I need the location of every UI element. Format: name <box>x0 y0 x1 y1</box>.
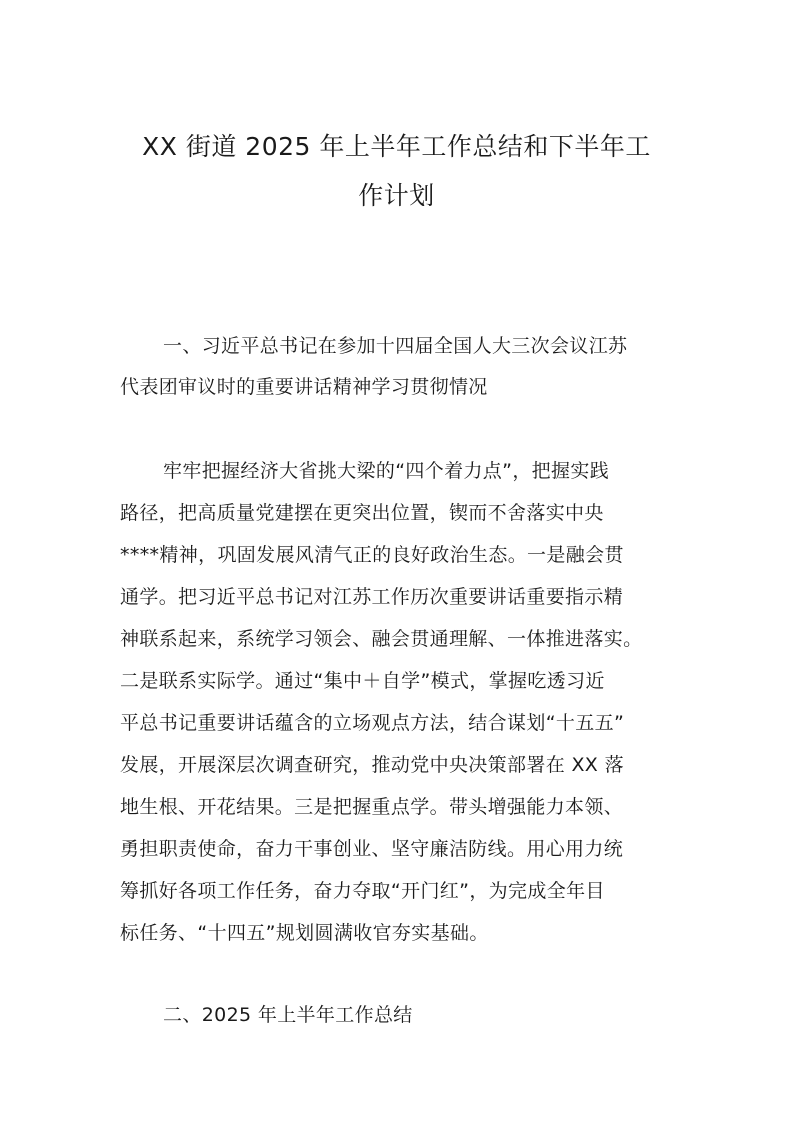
paragraph-line-1: 牢牢把握经济大省挑大梁的“四个着力点”，把握实践 <box>163 460 610 482</box>
section1-heading-line-1: 一、习近平总书记在参加十四届全国人大三次会议江苏 <box>163 335 628 357</box>
paragraph-line-5: 神联系起来，系统学习领会、融会贯通理解、一体推进落实。 <box>120 628 643 650</box>
section1-heading-line-2: 代表团审议时的重要讲话精神学习贯彻情况 <box>120 376 488 398</box>
paragraph-line-2: 路径，把高质量党建摆在更突出位置，锲而不舍落实中央 <box>120 502 604 524</box>
paragraph-line-3: ****精神，巩固发展风清气正的良好政治生态。一是融会贯 <box>120 544 624 566</box>
paragraph-line-7: 平总书记重要讲话蕴含的立场观点方法，结合谋划“十五五” <box>120 712 625 734</box>
title-line-1: XX 街道 2025 年上半年工作总结和下半年工 <box>142 132 651 161</box>
section2-heading: 二、2025 年上半年工作总结 <box>163 1004 413 1026</box>
paragraph-line-11: 筹抓好各项工作任务，奋力夺取“开门红”，为完成全年目 <box>120 880 605 902</box>
document-title <box>110 122 683 220</box>
title-line-2: 作计划 <box>358 181 435 210</box>
paragraph-line-12: 标任务、“十四五”规划圆满收官夯实基础。 <box>120 922 489 944</box>
paragraph-line-6: 二是联系实际学。通过“集中＋自学”模式，掌握吃透习近 <box>120 670 605 692</box>
paragraph-line-8: 发展，开展深层次调查研究，推动党中央决策部署在 XX 落 <box>120 754 624 776</box>
paragraph-line-9: 地生根、开花结果。三是把握重点学。带头增强能力本领、 <box>120 796 624 818</box>
paragraph-line-10: 勇担职责使命，奋力干事创业、坚守廉洁防线。用心用力统 <box>120 838 624 860</box>
paragraph-line-4: 通学。把习近平总书记对江苏工作历次重要讲话重要指示精 <box>120 586 624 608</box>
